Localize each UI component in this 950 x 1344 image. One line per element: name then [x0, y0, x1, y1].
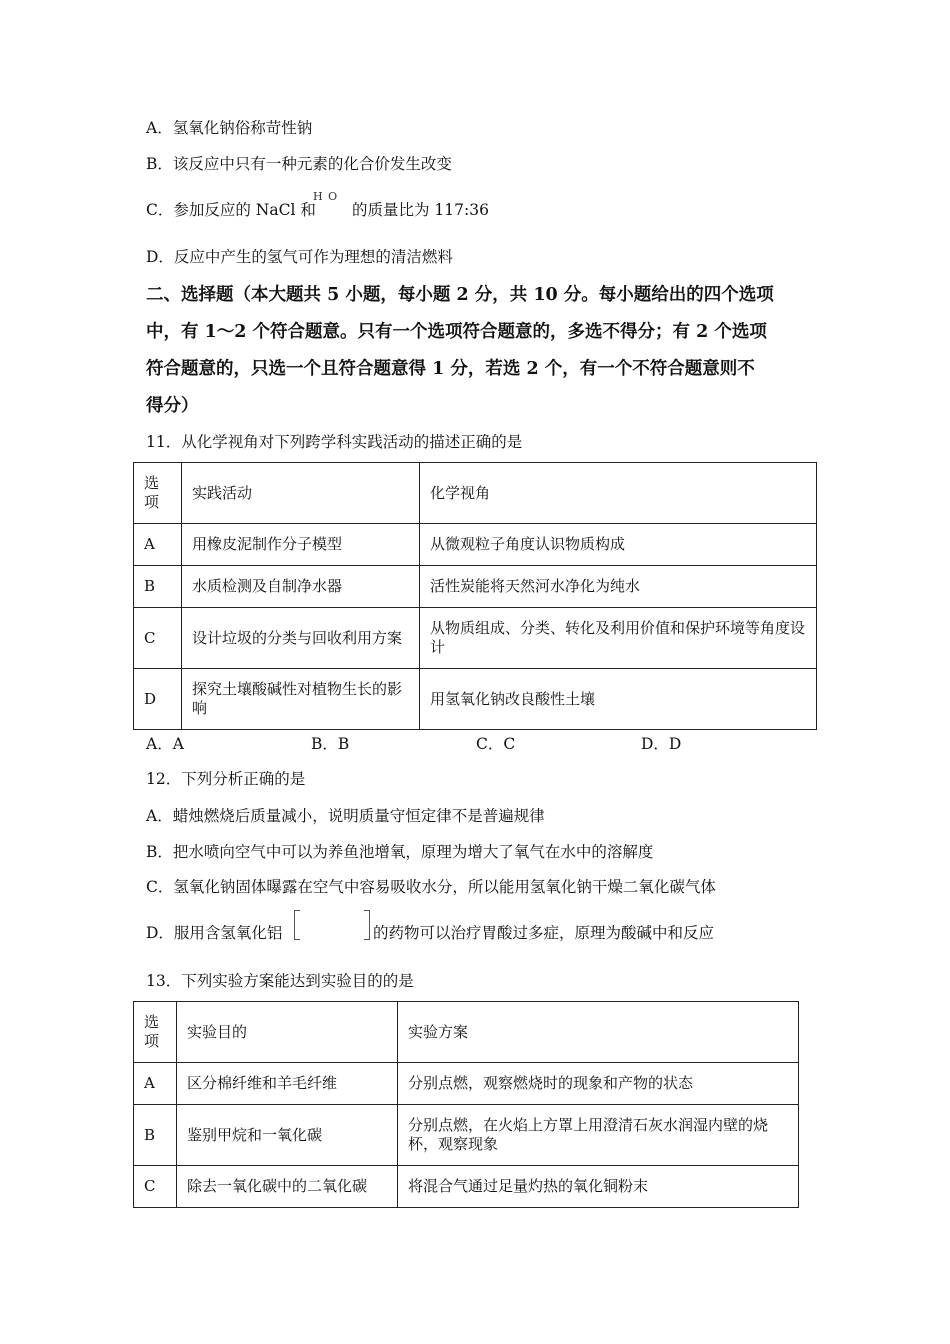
q10-option-d: D．反应中产生的氢气可作为理想的清洁燃料	[146, 248, 453, 266]
section2-line1: 二、选择题（本大题共 5 小题，每小题 2 分，共 10 分。每小题给出的四个选项	[146, 285, 774, 305]
table-cell: B	[134, 1105, 177, 1166]
table-header-cell: 实验方案	[398, 1002, 799, 1063]
table-cell: 分别点燃，在火焰上方罩上用澄清石灰水润湿内壁的烧杯，观察现象	[398, 1105, 799, 1166]
q12-option-d-prefix: D．服用含氢氧化铝	[146, 924, 283, 942]
table-cell: 活性炭能将天然河水净化为纯水	[420, 566, 817, 608]
section2-line4: 得分）	[146, 396, 199, 416]
table-row	[134, 608, 817, 669]
q11-choice-d: D．D	[641, 735, 682, 753]
table-row	[134, 524, 817, 566]
q12-option-b: B．把水喷向空气中可以为养鱼池增氧，原理为增大了氧气在水中的溶解度	[146, 843, 654, 861]
table-header-cell: 选项	[134, 1002, 177, 1063]
section2-line3: 符合题意的，只选一个且符合题意得 1 分，若选 2 个，有一个不符合题意则不	[146, 359, 755, 379]
q12-stem: 12．下列分析正确的是	[146, 770, 306, 788]
q11-choice-c: C．C	[476, 735, 516, 753]
table-cell: 区分棉纤维和羊毛纤维	[177, 1063, 398, 1105]
table-row	[134, 1166, 799, 1208]
table-cell: A	[134, 1063, 177, 1105]
table-cell: 从物质组成、分类、转化及利用价值和保护环境等角度设计	[420, 608, 817, 669]
table-cell: C	[134, 608, 182, 669]
table-header-cell: 实践活动	[182, 463, 420, 524]
table-cell: 用氢氧化钠改良酸性土壤	[420, 669, 817, 730]
table-cell: A	[134, 524, 182, 566]
q10-option-b: B．该反应中只有一种元素的化合价发生改变	[146, 155, 452, 173]
q10-option-c-formula: H O	[313, 190, 339, 203]
table-cell: 探究土壤酸碱性对植物生长的影响	[182, 669, 420, 730]
q11-choice-b: B．B	[311, 735, 350, 753]
q12-option-d-suffix: 的药物可以治疗胃酸过多症，原理为酸碱中和反应	[373, 924, 715, 942]
table-cell: C	[134, 1166, 177, 1208]
q13-stem: 13．下列实验方案能达到实验目的的是	[146, 972, 414, 990]
table-row	[134, 669, 817, 730]
q10-option-c-suffix: 的质量比为 117:36	[352, 201, 489, 219]
table-cell: 从微观粒子角度认识物质构成	[420, 524, 817, 566]
table-cell: 鉴别甲烷和一氧化碳	[177, 1105, 398, 1166]
table-cell: 分别点燃，观察燃烧时的现象和产物的状态	[398, 1063, 799, 1105]
q11-table	[133, 462, 817, 730]
table-row	[134, 1063, 799, 1105]
table-cell: 用橡皮泥制作分子模型	[182, 524, 420, 566]
table-header-row	[134, 463, 817, 524]
q11-stem: 11．从化学视角对下列跨学科实践活动的描述正确的是	[146, 433, 523, 451]
table-header-cell: 实验目的	[177, 1002, 398, 1063]
table-header-cell: 化学视角	[420, 463, 817, 524]
table-cell: 水质检测及自制净水器	[182, 566, 420, 608]
q12-option-a: A．蜡烛燃烧后质量减小，说明质量守恒定律不是普遍规律	[146, 807, 545, 825]
q10-option-c-prefix: C．参加反应的 NaCl 和	[146, 201, 316, 219]
q11-choice-a: A．A	[146, 735, 184, 753]
formula-placeholder-bracket	[294, 910, 370, 940]
table-header-row	[134, 1002, 799, 1063]
section2-line2: 中，有 1～2 个符合题意。只有一个选项符合题意的，多选不得分；有 2 个选项	[146, 322, 767, 342]
table-cell: 将混合气通过足量灼热的氧化铜粉末	[398, 1166, 799, 1208]
table-row	[134, 1105, 799, 1166]
table-header-cell: 选项	[134, 463, 182, 524]
table-row	[134, 566, 817, 608]
q10-option-a: A．氢氧化钠俗称苛性钠	[146, 119, 313, 137]
q12-option-c: C．氢氧化钠固体曝露在空气中容易吸收水分，所以能用氢氧化钠干燥二氧化碳气体	[146, 878, 716, 896]
table-cell: D	[134, 669, 182, 730]
q13-table	[133, 1001, 799, 1208]
table-cell: B	[134, 566, 182, 608]
table-cell: 设计垃圾的分类与回收利用方案	[182, 608, 420, 669]
table-cell: 除去一氧化碳中的二氧化碳	[177, 1166, 398, 1208]
